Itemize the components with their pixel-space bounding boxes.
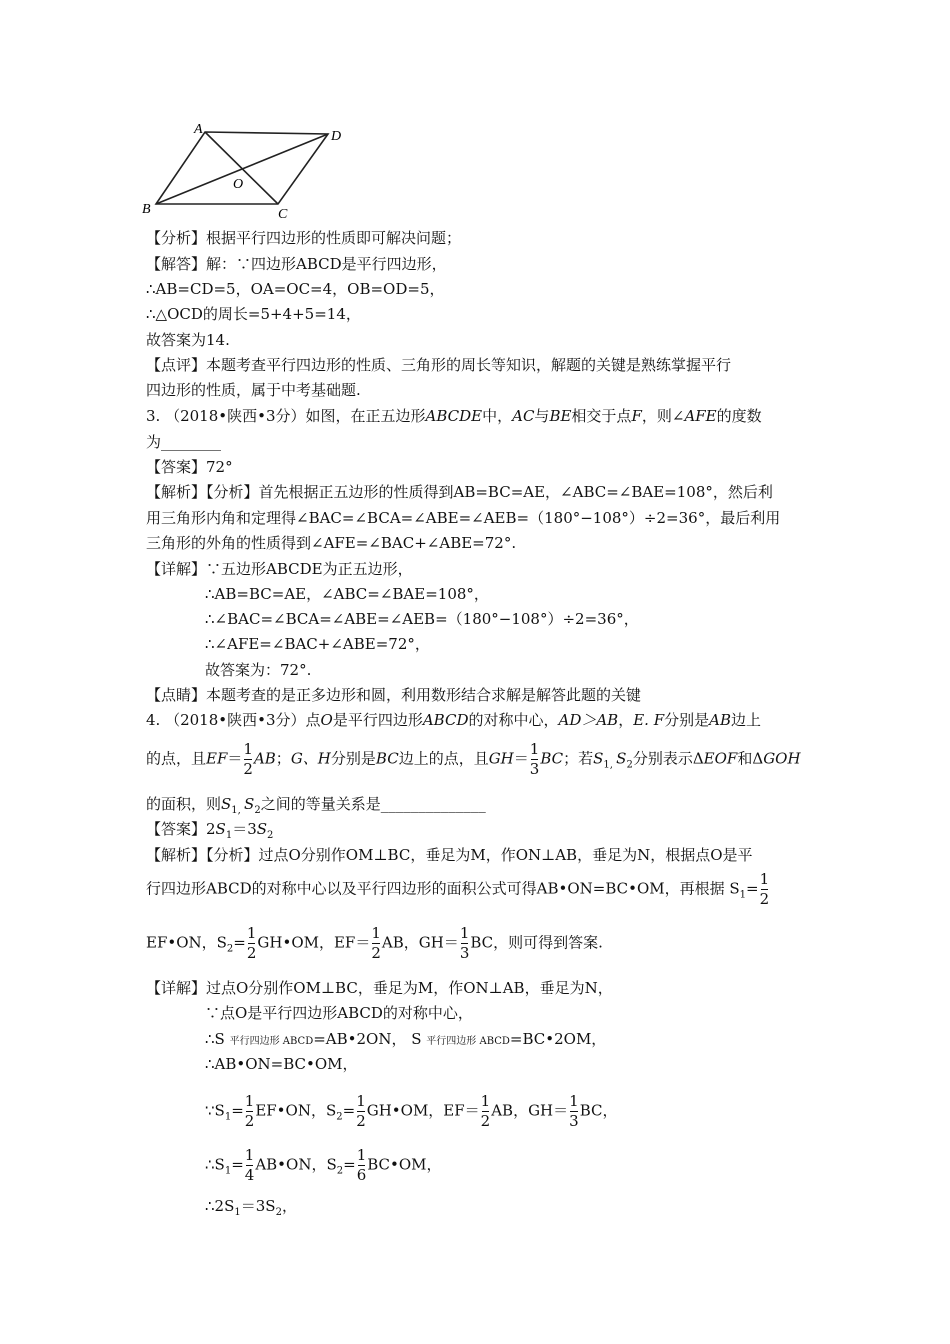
question-3-line-2: 为________: [146, 433, 222, 451]
detail-3-line-2: ∴AB=BC=AE，∠ABC=∠BAE=108°，: [205, 585, 489, 603]
fraction-one-third: $\frac{1}{3}$: [529, 740, 540, 778]
detail-4-line-4: ∴AB•ON=BC•OM，: [205, 1055, 358, 1073]
fraction-one-third: $\frac{1}{3}$: [569, 1092, 579, 1130]
analysis-3-line-2: 用三角形内角和定理得∠BAC=∠BCA=∠ABE=∠AEB=（180°−108°）÷2=36°，最后利用: [146, 509, 781, 527]
fraction-one-half: $\frac{1}{2}$: [246, 924, 257, 962]
question-4-line-1: 4. （2018•陕西•3分）点O是平行四边形ABCD的对称中心，AD＞AB，E. F分别是AB边上: [146, 711, 762, 729]
solution-line-4: 故答案为14.: [146, 331, 230, 349]
detail-4-line-3: ∴S 平行四边形 ABCD=AB•2ON， S 平行四边形 ABCD=BC•2OM，: [205, 1030, 607, 1048]
analysis-3-line-1: 【解析】【分析】首先根据正五边形的性质得到AB=BC=AE，∠ABC=∠BAE=108°，然后利: [146, 483, 773, 501]
fraction-one-half: $\frac{1}{2}$: [480, 1092, 491, 1130]
analysis-line: 【分析】根据平行四边形的性质即可解决问题；: [146, 229, 462, 247]
detail-4-line-1: 【详解】过点O分别作OM⊥BC，垂足为M，作ON⊥AB，垂足为N，: [146, 979, 613, 997]
comment-3: 【点睛】本题考查的是正多边形和圆，利用数形结合求解是解答此题的关键: [146, 686, 642, 704]
label-b: B: [142, 202, 151, 217]
solution-line-2: ∴AB=CD=5，OA=OC=4，OB=OD=5，: [146, 280, 445, 298]
detail-3-line-3: ∴∠BAC=∠BCA=∠ABE=∠AEB=（180°−108°）÷2=36°，: [205, 610, 639, 628]
label-a: A: [194, 122, 203, 137]
analysis-3-line-3: 三角形的外角的性质得到∠AFE=∠BAC+∠ABE=72°.: [146, 534, 517, 552]
detail-4-line-6: $\therefore S_1=$ $\frac{1}{4}$ AB•ON，$S_2=$ $\frac{1}{6}$ BC•OM，: [205, 1146, 442, 1184]
solution-line-1: 【解答】解：∵四边形ABCD是平行四边形，: [146, 255, 447, 273]
analysis-4-line-3: EF•ON，$S_2=$ $\frac{1}{2}$ GH•OM，EF＝ $\frac{1}{2}$ AB，GH＝ $\frac{1}{3}$ BC，则可得到答案.: [146, 924, 603, 962]
detail-3-line-4: ∴∠AFE=∠BAC+∠ABE=72°，: [205, 635, 430, 653]
detail-4-line-2: ∵点O是平行四边形ABCD的对称中心，: [205, 1004, 473, 1022]
fraction-one-half: $\frac{1}{2}$: [356, 1092, 366, 1130]
analysis-4-line-2: 行四边形ABCD的对称中心以及平行四边形的面积公式可得AB•ON=BC•OM，再根据 $S_1=$ $\frac{1}{2}$: [146, 870, 770, 908]
answer-4: 【答案】$2S_1=3S_2$: [146, 820, 274, 841]
fraction-one-sixth: $\frac{1}{6}$: [356, 1146, 367, 1184]
question-4-line-2: 的点，且EF＝ $\frac{1}{2}$ AB；G、H分别是BC边上的点，且GH＝ $\frac{1}{3}$ BC；若$S_{1,}$ $S_2$分别表示ΔEOF和ΔGOH: [146, 740, 801, 778]
label-o: O: [233, 177, 244, 192]
label-d: D: [331, 129, 342, 144]
answer-3: 【答案】72°: [146, 458, 233, 476]
detail-4-line-7: $\therefore 2S_1=3S_2$，: [205, 1197, 297, 1218]
fraction-one-half: $\frac{1}{2}$: [759, 870, 770, 908]
fraction-one-half: $\frac{1}{2}$: [244, 1092, 255, 1130]
question-4-line-3: 的面积，则$S_{1,}$ $S_2$之间的等量关系是______________: [146, 795, 486, 816]
question-3-line-1: 3. （2018•陕西•3分）如图，在正五边形ABCDE中，AC与BE相交于点F，则∠AFE的度数: [146, 407, 762, 425]
detail-4-line-5: $\because S_1=$ $\frac{1}{2}$ EF•ON，$S_2=$ $\frac{1}{2}$ GH•OM，EF＝ $\frac{1}{2}$ AB，GH＝ $\frac{1}{3}$ BC，: [205, 1092, 618, 1130]
fraction-one-third: $\frac{1}{3}$: [459, 924, 470, 962]
label-c: C: [278, 207, 288, 220]
diagonal-ac: [205, 132, 278, 204]
analysis-4-line-1: 【解析】【分析】过点O分别作OM⊥BC，垂足为M，作ON⊥AB，垂足为N，根据点O是平: [146, 846, 753, 864]
fraction-one-half: $\frac{1}{2}$: [371, 924, 381, 962]
comment-line-2: 四边形的性质，属于中考基础题.: [146, 381, 361, 399]
parallelogram-figure: [138, 120, 358, 220]
detail-3-line-1: 【详解】∵五边形ABCDE为正五边形，: [146, 560, 413, 578]
solution-line-3: ∴△OCD的周长=5+4+5=14，: [146, 305, 361, 323]
fraction-one-half: $\frac{1}{2}$: [243, 740, 253, 778]
fraction-one-quarter: $\frac{1}{4}$: [244, 1146, 255, 1184]
detail-3-line-5: 故答案为：72°.: [205, 661, 312, 679]
comment-line-1: 【点评】本题考查平行四边形的性质、三角形的周长等知识，解题的关键是熟练掌握平行: [146, 356, 732, 374]
